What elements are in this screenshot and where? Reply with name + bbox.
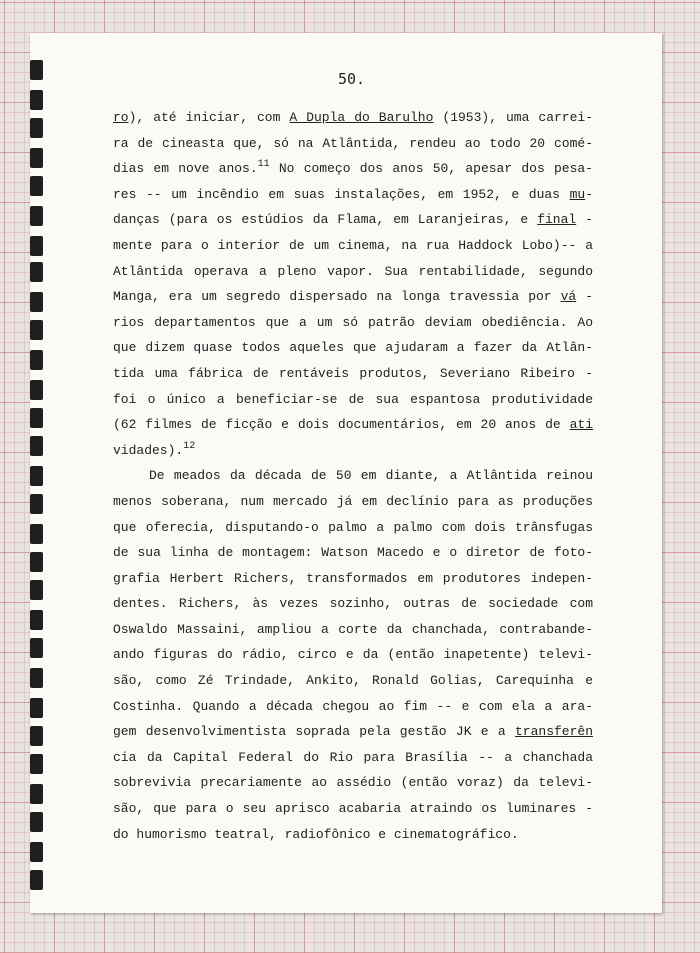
- text-line: [113, 515, 593, 541]
- text-run: gem desenvolvimentista soprada pela gestão JK e a: [113, 724, 515, 740]
- binding-hole: [30, 350, 43, 370]
- text-line: [113, 489, 593, 515]
- text-line: [113, 310, 593, 336]
- text-run: cia da Capital Federal do Rio para Brasília -- a chanchada: [113, 749, 593, 765]
- text-run: (1953), uma carrei-: [433, 110, 593, 125]
- text-run: que dizem quase todos aqueles que ajudaram a fazer da Atlân-: [113, 340, 593, 356]
- body-text: [113, 105, 593, 847]
- text-line: [113, 207, 593, 233]
- binding-hole: [30, 118, 43, 138]
- underlined-text: ati: [569, 417, 593, 433]
- binding-hole: [30, 320, 43, 340]
- text-line: [113, 284, 593, 310]
- page-number: 50.: [338, 70, 366, 88]
- text-run: danças (para os estúdios da Flama, em Laranjeiras, e: [113, 212, 538, 228]
- text-line: [113, 668, 593, 694]
- binding-hole: [30, 754, 43, 774]
- text-run: que oferecia, disputando-o palmo a palmo com dois trânsfugas: [113, 519, 593, 535]
- text-run: tida uma fábrica de rentáveis produtos, Severiano Ribeiro -: [113, 365, 593, 381]
- binding-hole: [30, 436, 43, 456]
- text-run: são, como Zé Trindade, Ankito, Ronald Golias, Carequinha e: [113, 673, 593, 689]
- text-line: [113, 233, 593, 259]
- text-line: [113, 694, 593, 720]
- binding-hole: [30, 610, 43, 630]
- binding-hole: [30, 726, 43, 746]
- binding-hole: [30, 206, 43, 226]
- binding-hole: [30, 408, 43, 428]
- text-run: Oswaldo Massaini, ampliou a corte da chanchada, contrabande-: [113, 621, 593, 637]
- text-line: [113, 566, 593, 592]
- paragraph: [113, 463, 593, 847]
- text-line: [113, 335, 593, 361]
- text-run: res -- um incêndio em suas instalações, em 1952, e duas: [113, 186, 570, 202]
- binding-hole: [30, 262, 43, 282]
- text-run: -: [576, 212, 593, 228]
- paragraph: [113, 105, 593, 463]
- text-line: [113, 156, 593, 182]
- binding-hole: [30, 236, 43, 256]
- text-run: sobrevivia precariamente ao assédio (então voraz) da televi-: [113, 775, 593, 791]
- text-run: Atlântida operava a pleno vapor. Sua rentabilidade, segundo: [113, 263, 593, 279]
- text-line: [113, 591, 593, 617]
- text-line: [113, 770, 593, 796]
- text-line: [113, 105, 593, 131]
- underlined-text: mu: [569, 186, 586, 202]
- text-line: [113, 719, 593, 745]
- binding-hole: [30, 784, 43, 804]
- binding-hole: [30, 842, 43, 862]
- text-line: [113, 617, 593, 643]
- binding-hole: [30, 466, 43, 486]
- text-run: ), até iniciar, com: [128, 110, 290, 125]
- text-line: [113, 463, 593, 489]
- text-line: [113, 131, 593, 157]
- binding-hole: [30, 60, 43, 80]
- binding-hole: [30, 292, 43, 312]
- binding-hole: [30, 90, 43, 110]
- text-run: vidades).: [113, 442, 184, 458]
- text-run: dentes. Richers, às vezes sozinho, outras de sociedade com: [113, 596, 593, 612]
- text-run: No começo dos anos 50, apesar dos pesa-: [269, 161, 593, 177]
- binding-hole: [30, 812, 43, 832]
- underlined-text: transferên: [514, 724, 593, 740]
- text-run: de sua linha de montagem: Watson Macedo e o diretor de foto-: [113, 545, 593, 561]
- footnote-ref: 11: [257, 159, 270, 171]
- binding-hole: [30, 698, 43, 718]
- text-run: do humorismo teatral, radiofônico e cinematográfico.: [113, 826, 519, 842]
- text-line: [113, 745, 593, 771]
- text-run: De meados da década de 50 em diante, a Atlântida reinou: [149, 468, 593, 484]
- binding-hole: [30, 870, 43, 890]
- underlined-text: ro: [113, 110, 129, 125]
- text-run: menos soberana, num mercado já em declínio para as produções: [113, 493, 593, 509]
- text-line: [113, 412, 593, 438]
- text-run: grafia Herbert Richers, transformados em produtores indepen-: [113, 570, 593, 586]
- binding-hole: [30, 668, 43, 688]
- text-run: Costinha. Quando a década chegou ao fim -- e com ela a ara-: [113, 698, 593, 714]
- text-run: (62 filmes de ficção e dois documentários, em 20 anos de: [113, 417, 570, 433]
- text-line: [113, 540, 593, 566]
- underlined-text: final: [537, 212, 577, 228]
- binding-hole: [30, 494, 43, 514]
- text-line: [113, 259, 593, 285]
- text-run: Manga, era um segredo dispersado na longa travessia por: [113, 289, 561, 305]
- binding-hole: [30, 524, 43, 544]
- text-run: foi o único a beneficiar-se de sua espantosa produtividade: [113, 391, 593, 407]
- text-line: [113, 796, 593, 822]
- binding-hole: [30, 176, 43, 196]
- text-run: dias em nove anos.: [113, 161, 258, 177]
- binding-hole: [30, 380, 43, 400]
- text-line: [113, 438, 593, 464]
- binding-hole: [30, 552, 43, 572]
- underlined-text: vá: [560, 289, 577, 305]
- binding-hole: [30, 580, 43, 600]
- text-run: -: [576, 289, 593, 305]
- text-run: mente para o interior de um cinema, na rua Haddock Lobo)-- a: [113, 237, 593, 253]
- text-run: -: [585, 186, 593, 202]
- text-line: [113, 387, 593, 413]
- text-line: [113, 361, 593, 387]
- text-run: são, que para o seu aprisco acabaria atraindo os luminares -: [113, 801, 593, 817]
- text-line: [113, 822, 593, 848]
- text-run: ando figuras do rádio, circo e da (então inapetente) televi-: [113, 647, 593, 663]
- binding-hole: [30, 638, 43, 658]
- text-line: [113, 642, 593, 668]
- text-run: rios departamentos que a um só patrão deviam obediência. Ao: [113, 314, 593, 330]
- text-line: [113, 182, 593, 208]
- underlined-text: A Dupla do Barulho: [289, 110, 434, 125]
- binding-hole: [30, 148, 43, 168]
- text-run: ra de cineasta que, só na Atlântida, rendeu ao todo 20 comé-: [113, 135, 593, 151]
- footnote-ref: 12: [183, 440, 196, 452]
